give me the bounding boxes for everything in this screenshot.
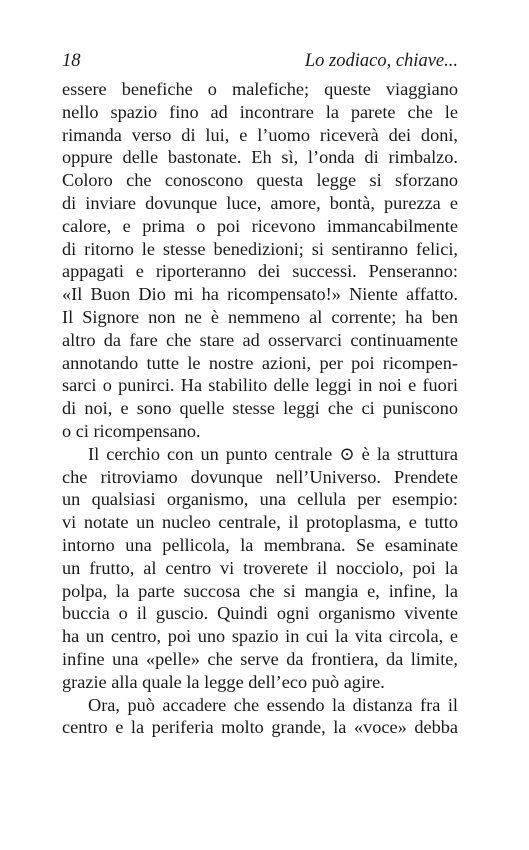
text-line: Il cerchio con un punto centrale ⊙ è la struttura	[88, 443, 458, 464]
text-line: essere benefiche o malefiche; queste viaggiano	[62, 79, 458, 99]
text-line: che ritroviamo dovunque nell’Universo. Prendete	[62, 466, 458, 487]
text-line: ha un centro, poi uno spazio in cui la vita circola, e	[62, 626, 458, 647]
text-line: o ci ricompensano.	[62, 420, 201, 441]
text-line: annotando tutte le nostre azioni, per poi ricompen-	[62, 352, 458, 373]
paragraph	[62, 443, 458, 694]
text-line: «Il Buon Dio mi ha ricompensato!» Niente affatto.	[62, 284, 458, 305]
text-line: Ora, può accadere che essendo la distanza fra il	[88, 694, 458, 715]
text-line: intorno una pellicola, la membrana. Se esaminate	[62, 534, 458, 555]
text-line: infine una «pelle» che serve da frontiera, da limite,	[62, 648, 458, 669]
text-line: di inviare dovunque luce, amore, bontà, purezza e	[62, 192, 458, 213]
text-line: polpa, la parte succosa che si mangia e, infine, la	[62, 580, 458, 601]
text-line: appagati e riporteranno dei successi. Penseranno:	[62, 261, 458, 282]
text-line: un frutto, al centro vi troverete il nocciolo, poi la	[62, 557, 458, 578]
text-line: grazie alla quale la legge dell’eco può agire.	[62, 671, 385, 692]
text-line: un qualsiasi organismo, una cellula per esempio:	[62, 489, 458, 510]
text-line: Coloro che conoscono questa legge si sforzano	[62, 170, 458, 191]
text-line: vi notate un nucleo centrale, il protoplasma, e tutto	[62, 512, 458, 533]
text-line: rimanda verso di lui, e l’uomo riceverà dei doni,	[62, 124, 458, 145]
running-head	[62, 50, 458, 78]
body-text	[62, 78, 458, 739]
running-title: Lo zodiaco, chiave...	[304, 51, 458, 71]
paragraph	[62, 78, 458, 443]
text-line: nello spazio fino ad incontrare la parete che le	[62, 101, 458, 122]
page-number: 18	[62, 51, 81, 71]
text-line: altro da fare che stare ad osservarci continuamente	[62, 329, 458, 350]
text-line: buccia o il guscio. Quindi ogni organismo vivente	[62, 603, 458, 624]
text-line: centro e la periferia molto grande, la «voce» debba	[62, 717, 458, 738]
text-line: sarci o punirci. Ha stabilito delle leggi in noi e fuori	[62, 375, 458, 396]
text-line: oppure delle bastonate. Eh sì, l’onda di rimbalzo.	[62, 147, 458, 168]
text-line: Il Signore non ne è nemmeno al corrente; ha ben	[62, 306, 458, 327]
text-line: calore, e prima o poi ricevono immancabilmente	[62, 215, 458, 236]
text-line: di noi, e sono quelle stesse leggi che ci puniscono	[62, 398, 458, 419]
book-page	[62, 50, 458, 739]
text-line: di ritorno le stesse benedizioni; si sentiranno felici,	[62, 238, 458, 259]
paragraph	[62, 694, 458, 740]
